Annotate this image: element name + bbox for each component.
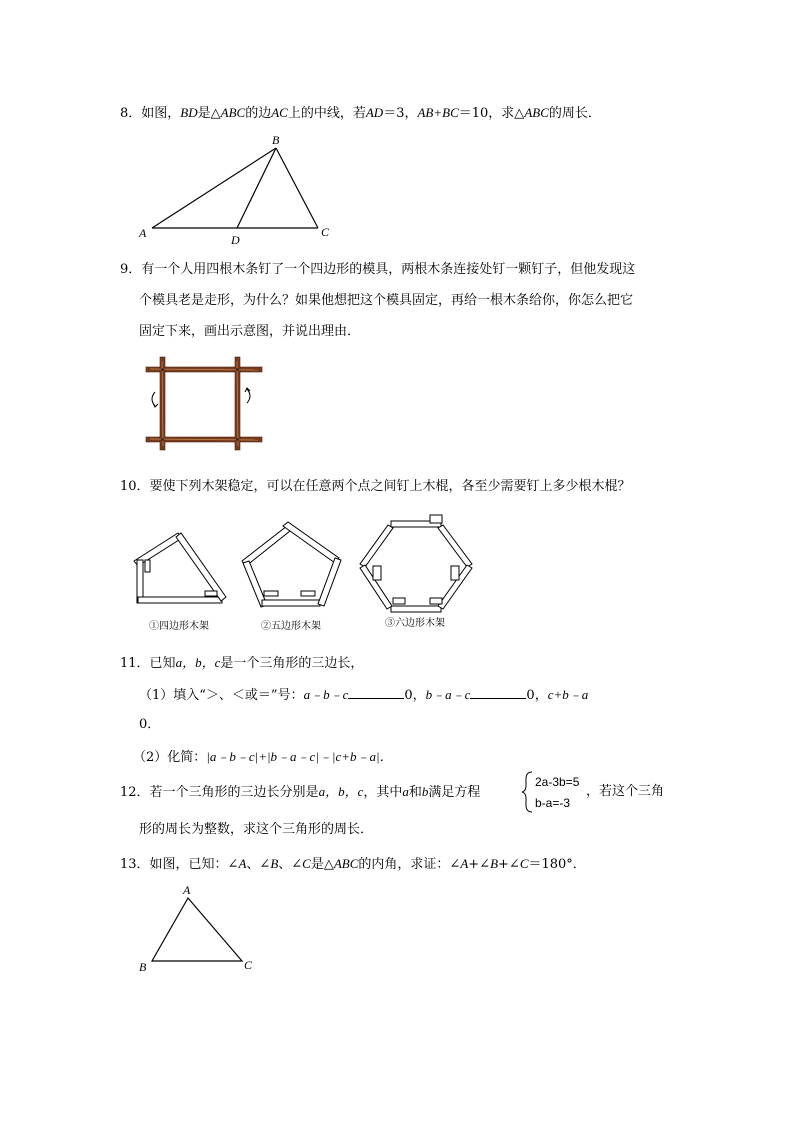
caption-hexagon: ③六边形木架 — [385, 618, 445, 629]
equation-2: b-a=-3 — [535, 796, 571, 810]
label-a: A — [139, 226, 147, 240]
caption-quadrilateral: ①四边形木架 — [149, 621, 209, 632]
question-13-text: 13．如图，已知：∠A、∠B、∠C是△ABC的内角，求证：∠A+∠B+∠C＝180°． — [120, 856, 586, 872]
label-a: A — [183, 883, 191, 897]
label-c: C — [321, 225, 330, 239]
caption-pentagon: ②五边形木架 — [261, 621, 321, 632]
question-12-line-2: 形的周长为整数，求这个三角形的周长． — [139, 822, 374, 837]
question-11-text: 11．已知a，b，c是一个三角形的三边长， — [120, 655, 364, 671]
label-d: D — [231, 233, 240, 247]
question-12-line-1: 12．若一个三角形的三边长分别是a，b，c，其中a和b满足方程 — [120, 784, 481, 800]
question-11-part-1-cont: 0． — [139, 717, 161, 732]
question-11-part-1: （1）填入“＞、＜或＝”号：a﹣b﹣c 0，b﹣a﹣c 0，c+b﹣a — [139, 687, 589, 703]
question-10-text: 10．要使下列木架稳定，可以在任意两个点之间钉上木棍，各至少需要钉上多少根木棍？ — [120, 479, 631, 494]
question-11-part-2: （2）化简：|a﹣b﹣c|+|b﹣a﹣c|﹣|c+b﹣a|． — [133, 749, 393, 765]
question-9-line-2: 个模具老是走形，为什么？如果他想把这个模具固定，再给一根木条给你，你怎么把它 — [139, 293, 634, 308]
question-9-line-3: 固定下来，画出示意图，并说出理由． — [139, 324, 361, 339]
question-8-text: 8．如图，BD是△ABC的边AC上的中线，若AD＝3，AB+BC＝10，求△ABC的周长． — [120, 105, 601, 121]
label-b: B — [139, 960, 147, 974]
equation-1: 2a-3b=5 — [535, 775, 580, 789]
label-b: B — [272, 133, 280, 147]
question-9-line-1: 9．有一个人用四根木条钉了一个四边形的模具，两根木条连接处钉一颗钉子，但他发现这 — [120, 262, 636, 277]
label-c: C — [244, 958, 253, 972]
question-12-line-1-end: ，若这个三角 — [586, 784, 665, 799]
